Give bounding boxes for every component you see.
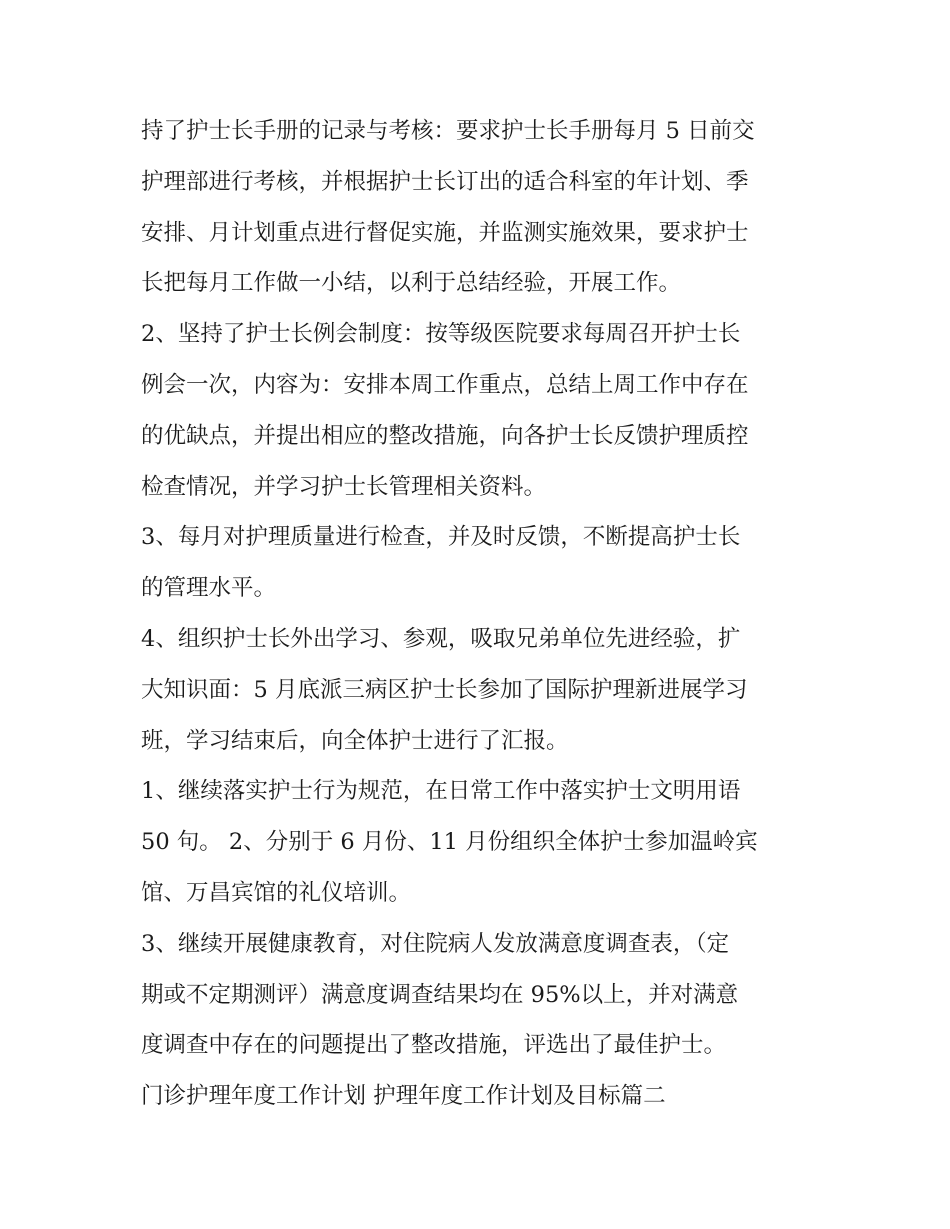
- text-line: 安排、月计划重点进行督促实施，并监测实施效果，要求护士: [141, 219, 749, 246]
- text-line: 护理部进行考核，并根据护士长订出的适合科室的年计划、季: [141, 168, 749, 195]
- text-line: 持了护士长手册的记录与考核：要求护士长手册每月 5 日前交: [141, 118, 755, 144]
- text-line: 2、坚持了护士长例会制度：按等级医院要求每周召开护士长: [141, 321, 741, 348]
- text-line: 长把每月工作做一小结，以利于总结经验，开展工作。: [141, 270, 682, 297]
- text-line: 馆、万昌宾馆的礼仪培训。: [141, 879, 412, 906]
- text-line: 度调查中存在的问题提出了整改措施，评选出了最佳护士。: [141, 1032, 727, 1059]
- text-line: 3、每月对护理质量进行检查，并及时反馈，不断提高护士长: [141, 524, 741, 551]
- text-line: 1、继续落实护士行为规范，在日常工作中落实护士文明用语: [141, 778, 741, 805]
- text-line: 检查情况，并学习护士长管理相关资料。: [141, 473, 547, 500]
- text-line: 例会一次，内容为：安排本周工作重点，总结上周工作中存在: [141, 371, 749, 398]
- text-line: 的管理水平。: [141, 575, 277, 602]
- text-line: 大知识面：5 月底派三病区护士长参加了国际护理新进展学习: [141, 676, 748, 703]
- text-line: 4、组织护士长外出学习、参观，吸取兄弟单位先进经验，扩: [141, 625, 741, 652]
- text-line: 门诊护理年度工作计划 护理年度工作计划及目标篇二: [141, 1083, 666, 1110]
- text-line: 3、继续开展健康教育，对住院病人发放满意度调查表，（定: [141, 930, 730, 957]
- text-line: 的优缺点，并提出相应的整改措施，向各护士长反馈护理质控: [141, 422, 749, 449]
- text-line: 50 句。 2、分别于 6 月份、11 月份组织全体护士参加温岭宾: [141, 829, 758, 856]
- document-body: [141, 106, 821, 1122]
- text-line: 期或不定期测评）满意度调查结果均在 95%以上，并对满意: [141, 981, 739, 1008]
- text-line: 班，学习结束后，向全体护士进行了汇报。: [141, 727, 569, 754]
